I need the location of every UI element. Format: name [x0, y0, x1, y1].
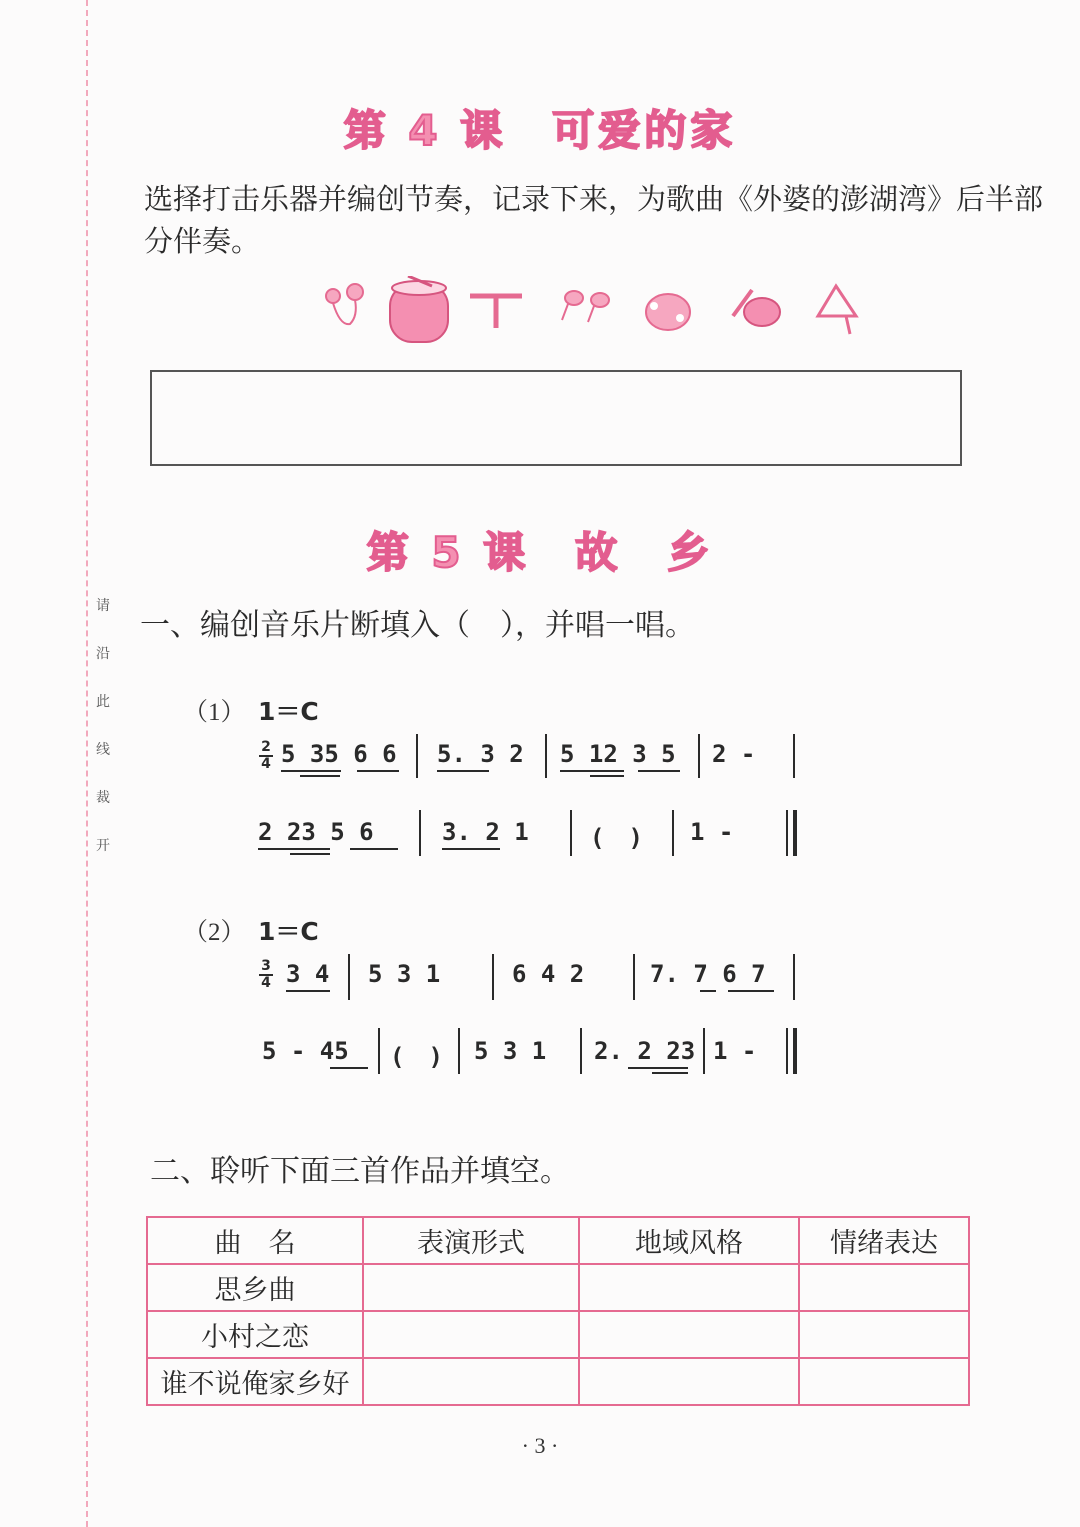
- barline: [545, 734, 547, 778]
- lesson4-title: 第 4 课 可爱的家: [343, 106, 737, 155]
- maracas-icon: [562, 291, 609, 322]
- answer-cell[interactable]: [579, 1311, 799, 1358]
- barline: [580, 1028, 582, 1074]
- beam: [700, 990, 716, 992]
- ex1-time-signature: [259, 741, 273, 771]
- table-row: [147, 1264, 969, 1311]
- ex1-row1-bar3: 5 12 3 5: [560, 740, 676, 768]
- table-header-row: [147, 1217, 969, 1264]
- ex1-row1-bar2: 5. 3 2: [437, 740, 524, 768]
- ex2-blank[interactable]: ( ): [390, 1043, 443, 1071]
- sand-hammer-icon: [326, 284, 363, 324]
- final-barline-thick: [793, 1028, 797, 1074]
- beam: [290, 853, 330, 855]
- work-title: 思乡曲: [147, 1264, 363, 1311]
- time-bottom: 4: [261, 756, 271, 772]
- table-row: [147, 1311, 969, 1358]
- ex2-row2-bar3: 5 3 1: [474, 1037, 547, 1065]
- table-row: [147, 1358, 969, 1405]
- beam: [590, 775, 624, 777]
- barline: [703, 1028, 705, 1074]
- triangle-icon: [818, 286, 856, 334]
- cut-char: 此: [96, 694, 110, 710]
- cut-char: 请: [96, 598, 110, 614]
- work-title: 小村之恋: [147, 1311, 363, 1358]
- ex1-row2-bar1: 2 23 5 6: [258, 818, 374, 846]
- answer-cell[interactable]: [799, 1358, 969, 1405]
- final-barline: [786, 810, 788, 856]
- barline: [793, 734, 795, 778]
- ex2-row1-bar2: 5 3 1: [368, 960, 441, 988]
- listening-table: [146, 1216, 970, 1406]
- ex2-key: 1＝C: [258, 917, 319, 946]
- beam: [300, 775, 340, 777]
- percussion-instruments-row: [0, 276, 1080, 346]
- wood-stick-icon: [470, 296, 522, 328]
- beam: [286, 990, 330, 992]
- time-top: 2: [261, 739, 271, 755]
- beam: [560, 770, 624, 772]
- time-top: 3: [261, 958, 271, 974]
- section2-heading: 二、聆听下面三首作品并填空。: [150, 1154, 570, 1189]
- answer-cell[interactable]: [579, 1264, 799, 1311]
- ex1-key: 1＝C: [258, 697, 319, 726]
- beam: [652, 1072, 688, 1074]
- drum-icon: [390, 276, 448, 342]
- beam: [350, 848, 398, 850]
- answer-cell[interactable]: [799, 1264, 969, 1311]
- barline: [570, 810, 572, 856]
- ex1-label: （1）: [183, 699, 246, 726]
- work-title: 谁不说俺家乡好: [147, 1358, 363, 1405]
- col-title: 曲 名: [147, 1217, 363, 1264]
- cut-char: 开: [96, 838, 110, 854]
- final-barline-thick: [793, 810, 797, 856]
- beam: [628, 1067, 688, 1069]
- beam: [442, 848, 500, 850]
- col-emotion: 情绪表达: [799, 1217, 969, 1264]
- beam: [638, 770, 680, 772]
- ex1-row2-bar2: 3. 2 1: [442, 818, 529, 846]
- ex1-row1-bar1: 5 35 6 6: [281, 740, 397, 768]
- ex2-row1-bar4: 7. 7 6 7: [650, 960, 766, 988]
- beam: [330, 1067, 368, 1069]
- cut-guide-line: [86, 0, 88, 1527]
- rhythm-answer-box[interactable]: [150, 370, 962, 466]
- barline: [458, 1028, 460, 1074]
- answer-cell[interactable]: [363, 1311, 579, 1358]
- barline: [633, 954, 635, 1000]
- ex1-row2-bar4: 1 -: [690, 818, 734, 846]
- page-number: · 3 ·: [521, 1433, 559, 1458]
- beam: [437, 770, 489, 772]
- answer-cell[interactable]: [363, 1264, 579, 1311]
- beam: [258, 848, 330, 850]
- ex2-row2-bar5: 1 -: [713, 1037, 757, 1065]
- cut-guide-label: [93, 582, 113, 870]
- beam: [357, 770, 399, 772]
- barline: [416, 734, 418, 778]
- ex2-time-signature: [259, 960, 273, 990]
- ex1-blank[interactable]: ( ): [590, 824, 643, 852]
- ex2-label: （2）: [183, 919, 246, 946]
- barline: [698, 734, 700, 778]
- answer-cell[interactable]: [799, 1311, 969, 1358]
- ex2-row1-bar3: 6 4 2: [512, 960, 585, 988]
- lesson5-title: 第 5 课 故 乡: [366, 528, 714, 577]
- barline: [492, 954, 494, 1000]
- col-performance: 表演形式: [363, 1217, 579, 1264]
- final-barline: [786, 1028, 788, 1074]
- ex1-row1-bar4: 2 -: [712, 740, 756, 768]
- barline: [793, 954, 795, 1000]
- time-bottom: 4: [261, 975, 271, 991]
- lesson4-instruction: 选择打击乐器并编创节奏，记录下来，为歌曲《外婆的澎湖湾》后半部分伴奏。: [144, 182, 1044, 258]
- bell-icon: [733, 290, 780, 326]
- section1-heading: 一、编创音乐片断填入（ ），并唱一唱。: [140, 608, 695, 643]
- cut-char: 线: [96, 742, 110, 758]
- barline: [672, 810, 674, 856]
- tambourine-icon: [646, 294, 690, 330]
- answer-cell[interactable]: [579, 1358, 799, 1405]
- col-region: 地域风格: [579, 1217, 799, 1264]
- ex2-row2-bar4: 2. 2 23: [594, 1037, 696, 1065]
- barline: [419, 810, 421, 856]
- barline: [348, 954, 350, 1000]
- beam: [281, 770, 341, 772]
- ex2-pickup: 3 4: [286, 960, 330, 988]
- ex2-row2-bar1: 5 - 45: [262, 1037, 349, 1065]
- beam: [728, 990, 774, 992]
- answer-cell[interactable]: [363, 1358, 579, 1405]
- barline: [378, 1028, 380, 1074]
- cut-char: 沿: [96, 646, 110, 662]
- cut-char: 裁: [96, 790, 110, 806]
